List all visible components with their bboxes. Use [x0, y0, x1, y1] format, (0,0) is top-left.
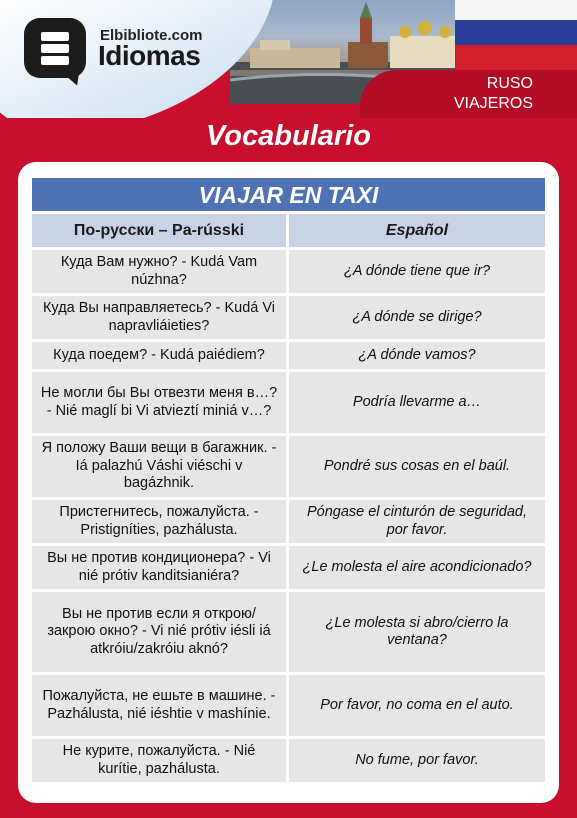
- vocabulary-rows: [32, 250, 545, 785]
- header-banner: [0, 0, 577, 118]
- table-row: [32, 739, 545, 782]
- table-title: VIAJAR EN TAXI: [32, 178, 545, 211]
- speech-bubble-logo-icon: [24, 18, 86, 78]
- russian-phrase: Куда Вы направляетесь? - Kudá Vi napravliáieties?: [32, 296, 286, 339]
- spanish-translation: ¿A dónde tiene que ir?: [289, 250, 545, 293]
- table-row: [32, 436, 545, 497]
- russian-phrase: Куда Вам нужно? - Kudá Vam núzhna?: [32, 250, 286, 293]
- spanish-translation: Pondré sus cosas en el baúl.: [289, 436, 545, 497]
- spanish-translation: ¿Le molesta el aire acondicionado?: [289, 546, 545, 589]
- logo-brand-name: Idiomas: [98, 40, 201, 71]
- table-row: [32, 546, 545, 589]
- russian-phrase: Не курите, пожалуйста. - Nié kurítie, pazhálusta.: [32, 739, 286, 782]
- table-row: [32, 675, 545, 736]
- category-language: RUSO: [486, 75, 533, 92]
- table-row: [32, 592, 545, 672]
- russian-phrase: Пристегнитесь, пожалуйста. - Pristigníties, pazhálusta.: [32, 500, 286, 543]
- russian-phrase: Вы не против если я открою/закрою окно? - Vi nié prótiv iésli iá atkróiu/zakróiu aknó?: [32, 592, 286, 672]
- table-row: [32, 250, 545, 293]
- vocabulary-card: [18, 162, 559, 803]
- spanish-translation: No fume, por favor.: [289, 739, 545, 782]
- spanish-translation: Podría llevarme a…: [289, 372, 545, 433]
- section-title: Vocabulario: [206, 120, 371, 152]
- russian-phrase: Не могли бы Вы отвезти меня в…? - Nié maglí bi Vi atvieztí miniá v…?: [32, 372, 286, 433]
- spanish-translation: Por favor, no coma en el auto.: [289, 675, 545, 736]
- category-topic: VIAJEROS: [453, 95, 533, 112]
- spanish-translation: Póngase el cinturón de seguridad, por favor.: [289, 500, 545, 543]
- russian-phrase: Куда поедем? - Kudá paiédiem?: [32, 342, 286, 369]
- spanish-translation: ¿A dónde se dirige?: [289, 296, 545, 339]
- column-header-spanish: Español: [289, 214, 545, 247]
- russian-phrase: Вы не против кондиционера? - Vi nié prótiv kanditsianiéra?: [32, 546, 286, 589]
- logo-site-name: Elbibliote.com: [100, 27, 203, 44]
- column-header-russian: По-русски – Pa-rússki: [32, 214, 286, 247]
- russian-phrase: Я положу Ваши вещи в багажник. - Iá palazhú Váshi viéschi v bagázhnik.: [32, 436, 286, 497]
- table-row: [32, 342, 545, 369]
- spanish-translation: ¿Le molesta si abro/cierro la ventana?: [289, 592, 545, 672]
- spanish-translation: ¿A dónde vamos?: [289, 342, 545, 369]
- table-row: [32, 296, 545, 339]
- table-row: [32, 372, 545, 433]
- russian-flag: [455, 0, 577, 70]
- table-row: [32, 500, 545, 543]
- russian-phrase: Пожалуйста, не ешьте в машине. - Pazhálusta, nié iéshtie v mashínie.: [32, 675, 286, 736]
